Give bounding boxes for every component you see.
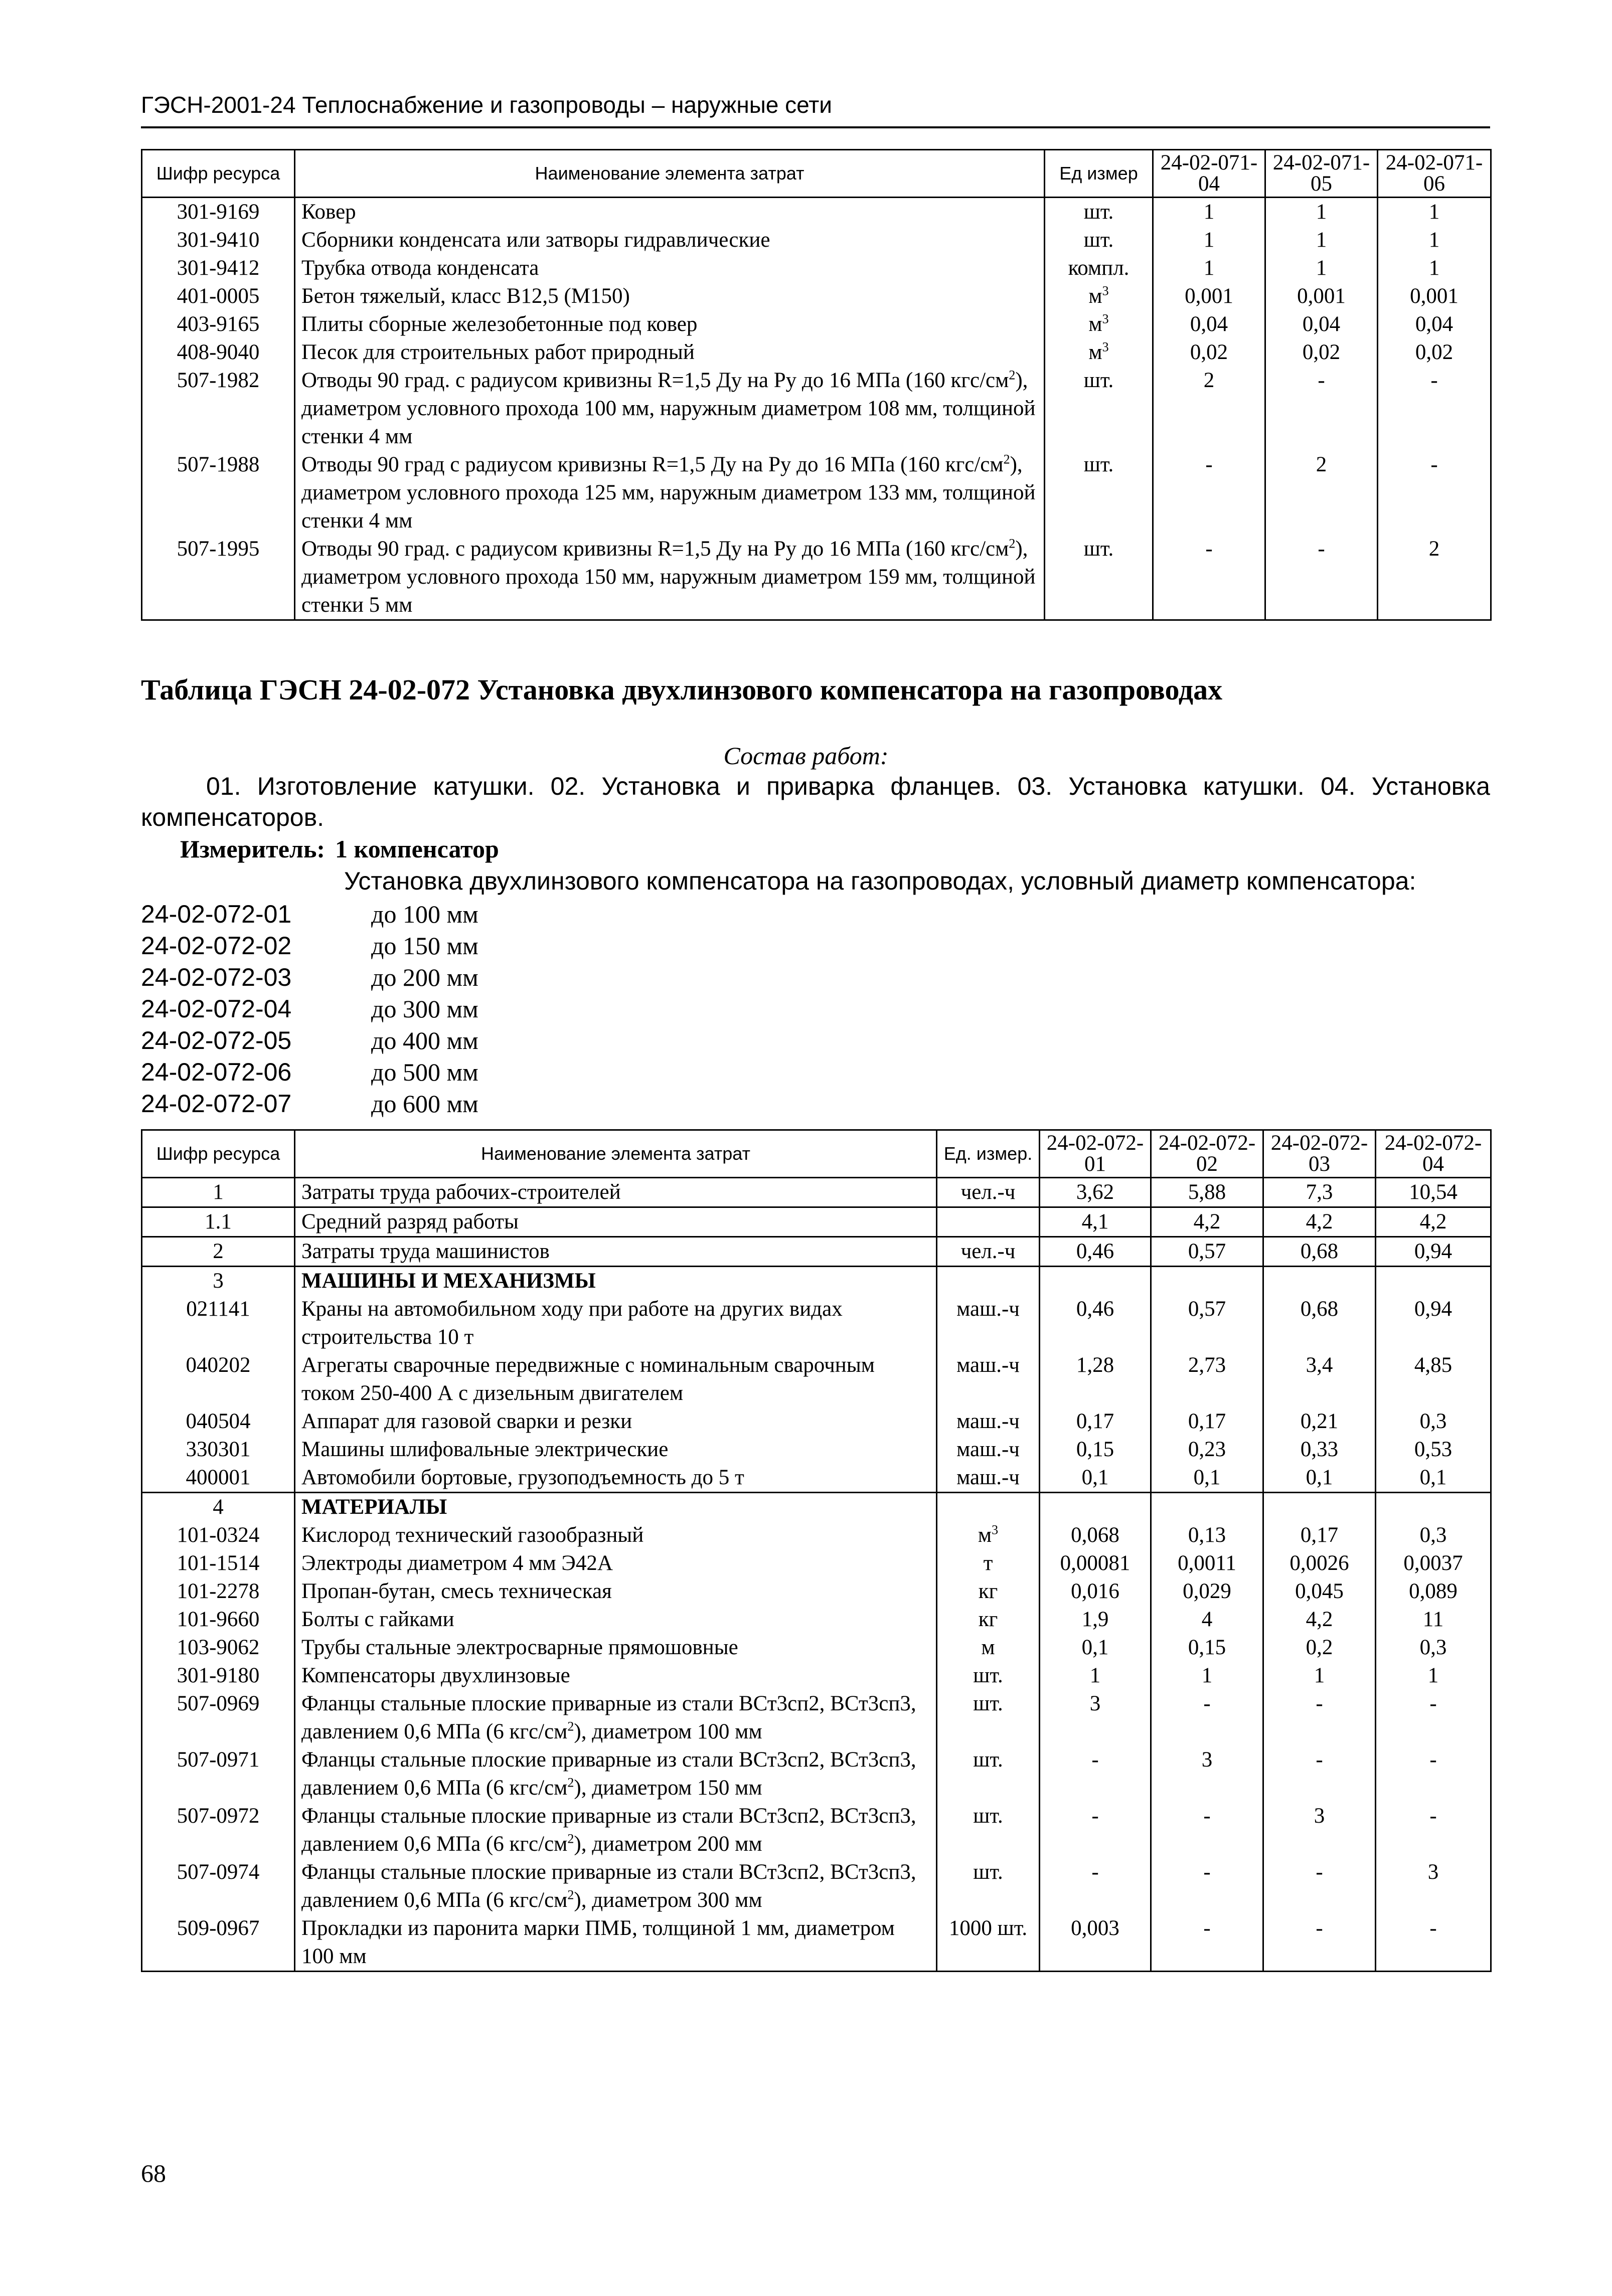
value-cell: - [1265, 367, 1378, 451]
table-row [142, 1237, 1491, 1267]
norm-code-row [141, 930, 478, 962]
unit-cell: компл. [1045, 254, 1153, 282]
resource-code: 301-9180 [142, 1662, 295, 1690]
value-cell: 0,33 [1263, 1436, 1376, 1464]
page-number: 68 [141, 2159, 166, 2187]
value-cell: 3,4 [1263, 1351, 1376, 1407]
resource-code: 1.1 [142, 1207, 295, 1237]
col-header-072-01: 24-02-072-01 [1040, 1130, 1151, 1178]
resource-code: 507-1982 [142, 367, 295, 451]
value-cell: 0,13 [1151, 1521, 1263, 1549]
value-cell: 0,04 [1378, 310, 1491, 338]
resource-name: Прокладки из паронита марки ПМБ, толщиной 1 мм, диаметром 100 мм [295, 1914, 937, 1972]
value-cell: - [1040, 1746, 1151, 1802]
resource-code: 301-9169 [142, 198, 295, 227]
table-row [142, 198, 1491, 227]
resource-name: Сборники конденсата или затворы гидравлические [295, 226, 1045, 254]
table-row [142, 1407, 1491, 1436]
resource-name: Плиты сборные железобетонные под ковер [295, 310, 1045, 338]
resource-name: Затраты труда рабочих-строителей [295, 1178, 937, 1207]
value-cell: 0,003 [1040, 1914, 1151, 1972]
value-cell: 0,3 [1376, 1634, 1491, 1662]
value-cell: - [1151, 1802, 1263, 1858]
value-cell: 0,15 [1151, 1634, 1263, 1662]
table-row [142, 535, 1491, 620]
norm-diameter: до 300 мм [371, 995, 478, 1023]
unit-cell: маш.-ч [937, 1436, 1040, 1464]
unit-cell: $м^3$ [937, 1521, 1040, 1549]
resource-name: Трубы стальные электросварные прямошовные [295, 1634, 937, 1662]
norm-code: 24-02-072-04 [141, 995, 292, 1023]
value-cell: 0,001 [1378, 282, 1491, 310]
table-row [142, 254, 1491, 282]
value-cell: 0,1 [1263, 1464, 1376, 1493]
unit-cell: маш.-ч [937, 1295, 1040, 1351]
resource-code: 021141 [142, 1295, 295, 1351]
resource-name: Кислород технический газообразный [295, 1521, 937, 1549]
resource-code: 301-9412 [142, 254, 295, 282]
value-cell: 0,17 [1151, 1407, 1263, 1436]
unit-cell: м [937, 1634, 1040, 1662]
value-cell [1263, 1267, 1376, 1296]
table-row [142, 1267, 1491, 1296]
value-cell: 1,9 [1040, 1606, 1151, 1634]
value-cell: - [1153, 451, 1265, 535]
value-cell: 4,1 [1040, 1207, 1151, 1237]
norm-code: 24-02-072-06 [141, 1058, 292, 1086]
table-row [142, 1464, 1491, 1493]
value-cell [1376, 1267, 1491, 1296]
norm-diameter: до 200 мм [371, 963, 478, 991]
unit-cell: шт. [1045, 535, 1153, 620]
value-cell: 0,1 [1376, 1464, 1491, 1493]
resource-code: 330301 [142, 1436, 295, 1464]
resource-name: Компенсаторы двухлинзовые [295, 1662, 937, 1690]
resource-name: Автомобили бортовые, грузоподъемность до 5 т [295, 1464, 937, 1493]
resource-name: Затраты труда машинистов [295, 1237, 937, 1267]
value-cell: 0,57 [1151, 1295, 1263, 1351]
resource-code: 101-2278 [142, 1577, 295, 1606]
resource-code: 507-0969 [142, 1690, 295, 1746]
table-row [142, 226, 1491, 254]
norm-code-row [141, 962, 478, 993]
norm-code: 24-02-072-07 [141, 1090, 292, 1118]
value-cell: 0,17 [1263, 1521, 1376, 1549]
table-title: Таблица ГЭСН 24-02-072 Установка двухлинзового компенсатора на газопроводах [141, 673, 1223, 706]
unit-cell [937, 1267, 1040, 1296]
norm-code-row [141, 899, 478, 930]
value-cell: - [1378, 451, 1491, 535]
resource-code: 101-9660 [142, 1606, 295, 1634]
norm-code-row [141, 993, 478, 1025]
resource-code: 101-0324 [142, 1521, 295, 1549]
value-cell: 1 [1265, 198, 1378, 227]
table-row [142, 282, 1491, 310]
resource-code: 400001 [142, 1464, 295, 1493]
value-cell: 1 [1265, 254, 1378, 282]
table-row [142, 1521, 1491, 1549]
norm-diameter: до 150 мм [371, 932, 478, 960]
value-cell: 10,54 [1376, 1178, 1491, 1207]
table-row [142, 1351, 1491, 1407]
value-cell: 1 [1153, 198, 1265, 227]
norm-code-row [141, 1025, 478, 1056]
value-cell: 0,045 [1263, 1577, 1376, 1606]
col-header-071-06: 24-02-071-06 [1378, 150, 1491, 198]
value-cell: 2 [1265, 451, 1378, 535]
norm-code-row [141, 1056, 478, 1088]
meter-label: Измеритель: [180, 835, 326, 863]
unit-cell: чел.-ч [937, 1178, 1040, 1207]
resource-name: Песок для строительных работ природный [295, 338, 1045, 367]
table-row [142, 1436, 1491, 1464]
col-header-unit: Ед. измер. [937, 1130, 1040, 1178]
resource-code: 4 [142, 1493, 295, 1522]
unit-cell: $м^3$ [1045, 338, 1153, 367]
resource-name: Фланцы стальные плоские приварные из стали ВСт3сп2, ВСт3сп3, давлением 0,6 МПа (6 кгс/$см^2$), диаметром 150 мм [295, 1746, 937, 1802]
value-cell: - [1265, 535, 1378, 620]
value-cell: 0,04 [1153, 310, 1265, 338]
resource-name: Болты с гайками [295, 1606, 937, 1634]
value-cell: 0,94 [1376, 1295, 1491, 1351]
resource-name: Машины шлифовальные электрические [295, 1436, 937, 1464]
value-cell: 3 [1151, 1746, 1263, 1802]
table-row [142, 1207, 1491, 1237]
table-row [142, 310, 1491, 338]
value-cell: 0,46 [1040, 1295, 1151, 1351]
unit-cell: кг [937, 1577, 1040, 1606]
table-row [142, 1662, 1491, 1690]
resource-code: 507-0972 [142, 1802, 295, 1858]
resource-code: 3 [142, 1267, 295, 1296]
table-row [142, 1690, 1491, 1746]
resource-code: 507-1995 [142, 535, 295, 620]
norm-diameter: до 400 мм [371, 1026, 478, 1054]
table-row [142, 451, 1491, 535]
unit-cell: $м^3$ [1045, 282, 1153, 310]
value-cell: 4 [1151, 1606, 1263, 1634]
table-row [142, 1549, 1491, 1577]
norm-description: Установка двухлинзового компенсатора на газопроводах, условный диаметр компенсатора: [344, 867, 1416, 895]
resource-code: 507-0971 [142, 1746, 295, 1802]
resource-code: 509-0967 [142, 1914, 295, 1972]
value-cell [1376, 1493, 1491, 1522]
resource-code: 103-9062 [142, 1634, 295, 1662]
value-cell: 1 [1378, 254, 1491, 282]
value-cell: 2 [1153, 367, 1265, 451]
table-row [142, 1802, 1491, 1858]
resource-name: Отводы 90 град с радиусом кривизны R=1,5 Ду на Ру до 16 МПа (160 кгс/$см^2$), диаметром условного прохода 125 мм, наружным диаметром 133 мм, толщиной стенки 4 мм [295, 451, 1045, 535]
value-cell: 0,1 [1040, 1634, 1151, 1662]
value-cell: 0,016 [1040, 1577, 1151, 1606]
value-cell: 4,2 [1151, 1207, 1263, 1237]
value-cell: 0,1 [1151, 1464, 1263, 1493]
value-cell: - [1151, 1914, 1263, 1972]
value-cell: 0,3 [1376, 1407, 1491, 1436]
unit-cell: т [937, 1549, 1040, 1577]
unit-cell: шт. [937, 1802, 1040, 1858]
value-cell: 0,029 [1151, 1577, 1263, 1606]
resource-code: 403-9165 [142, 310, 295, 338]
col-header-code: Шифр ресурса [142, 150, 295, 198]
value-cell: 1 [1265, 226, 1378, 254]
unit-cell [937, 1207, 1040, 1237]
unit-cell: шт. [937, 1858, 1040, 1914]
value-cell: 0,3 [1376, 1521, 1491, 1549]
unit-cell: маш.-ч [937, 1351, 1040, 1407]
col-header-072-02: 24-02-072-02 [1151, 1130, 1263, 1178]
meter-value: 1 компенсатор [335, 835, 499, 863]
value-cell: 2 [1378, 535, 1491, 620]
value-cell: 11 [1376, 1606, 1491, 1634]
table-header-row [142, 150, 1491, 198]
value-cell: - [1376, 1802, 1491, 1858]
unit-cell: 1000 шт. [937, 1914, 1040, 1972]
resource-code: 507-0974 [142, 1858, 295, 1914]
col-header-072-03: 24-02-072-03 [1263, 1130, 1376, 1178]
table-row [142, 1577, 1491, 1606]
value-cell: 0,15 [1040, 1436, 1151, 1464]
meter [180, 834, 499, 863]
value-cell [1040, 1267, 1151, 1296]
value-cell: 0,68 [1263, 1237, 1376, 1267]
value-cell: 0,23 [1151, 1436, 1263, 1464]
col-header-name: Наименование элемента затрат [295, 1130, 937, 1178]
table-row [142, 367, 1491, 451]
value-cell: 0,0037 [1376, 1549, 1491, 1577]
value-cell: 0,001 [1265, 282, 1378, 310]
resource-name: Агрегаты сварочные передвижные с номинальным сварочным током 250-400 А с дизельным двигателем [295, 1351, 937, 1407]
resource-name: Ковер [295, 198, 1045, 227]
value-cell: 5,88 [1151, 1178, 1263, 1207]
value-cell: 3,62 [1040, 1178, 1151, 1207]
value-cell: 1 [1040, 1662, 1151, 1690]
value-cell: 1 [1263, 1662, 1376, 1690]
unit-cell [937, 1493, 1040, 1522]
table-row [142, 1295, 1491, 1351]
table-row [142, 1914, 1491, 1972]
value-cell: 0,57 [1151, 1237, 1263, 1267]
value-cell: 0,53 [1376, 1436, 1491, 1464]
resource-name: Отводы 90 град. с радиусом кривизны R=1,5 Ду на Ру до 16 МПа (160 кгс/$см^2$), диаметром условного прохода 100 мм, наружным диаметром 108 мм, толщиной стенки 4 мм [295, 367, 1045, 451]
resource-code: 401-0005 [142, 282, 295, 310]
resource-name: Средний разряд работы [295, 1207, 937, 1237]
norm-code: 24-02-072-03 [141, 963, 292, 991]
table-row [142, 1606, 1491, 1634]
running-header: ГЭСН-2001-24 Теплоснабжение и газопроводы – наружные сети [141, 91, 1490, 128]
value-cell: - [1376, 1690, 1491, 1746]
value-cell: 0,46 [1040, 1237, 1151, 1267]
resource-name: Фланцы стальные плоские приварные из стали ВСт3сп2, ВСт3сп3, давлением 0,6 МПа (6 кгс/$см^2$), диаметром 300 мм [295, 1858, 937, 1914]
resource-name: Краны на автомобильном ходу при работе на других видах строительства 10 т [295, 1295, 937, 1351]
value-cell: 1,28 [1040, 1351, 1151, 1407]
value-cell [1151, 1493, 1263, 1522]
resource-name: Аппарат для газовой сварки и резки [295, 1407, 937, 1436]
resource-code: 507-1988 [142, 451, 295, 535]
value-cell: 1 [1378, 226, 1491, 254]
norm-code: 24-02-072-05 [141, 1026, 292, 1054]
value-cell: - [1040, 1802, 1151, 1858]
resource-code: 040202 [142, 1351, 295, 1407]
table-row [142, 1178, 1491, 1207]
resource-code: 408-9040 [142, 338, 295, 367]
table-row [142, 1746, 1491, 1802]
value-cell: 1 [1153, 226, 1265, 254]
value-cell: 4,2 [1376, 1207, 1491, 1237]
norm-code-row [141, 1088, 478, 1120]
value-cell: 3 [1263, 1802, 1376, 1858]
resource-code: 1 [142, 1178, 295, 1207]
value-cell: 0,00081 [1040, 1549, 1151, 1577]
value-cell [1263, 1493, 1376, 1522]
value-cell: 0,001 [1153, 282, 1265, 310]
resource-name: МАШИНЫ И МЕХАНИЗМЫ [295, 1267, 937, 1296]
resource-name: Пропан-бутан, смесь техническая [295, 1577, 937, 1606]
value-cell: 0,21 [1263, 1407, 1376, 1436]
value-cell: - [1376, 1746, 1491, 1802]
value-cell: - [1263, 1690, 1376, 1746]
value-cell: 4,85 [1376, 1351, 1491, 1407]
resource-code: 040504 [142, 1407, 295, 1436]
norm-diameter: до 100 мм [371, 900, 478, 928]
value-cell: 1 [1153, 254, 1265, 282]
unit-cell: маш.-ч [937, 1464, 1040, 1493]
composition-heading: Состав работ: [723, 742, 889, 770]
unit-cell: шт. [1045, 451, 1153, 535]
col-header-code: Шифр ресурса [142, 1130, 295, 1178]
value-cell: - [1040, 1858, 1151, 1914]
resource-name: Фланцы стальные плоские приварные из стали ВСт3сп2, ВСт3сп3, давлением 0,6 МПа (6 кгс/$см^2$), диаметром 100 мм [295, 1690, 937, 1746]
value-cell: - [1151, 1690, 1263, 1746]
value-cell: - [1376, 1914, 1491, 1972]
resource-name: МАТЕРИАЛЫ [295, 1493, 937, 1522]
value-cell: 0,2 [1263, 1634, 1376, 1662]
unit-cell: шт. [1045, 226, 1153, 254]
value-cell: - [1378, 367, 1491, 451]
value-cell: 0,04 [1265, 310, 1378, 338]
resource-name: Фланцы стальные плоские приварные из стали ВСт3сп2, ВСт3сп3, давлением 0,6 МПа (6 кгс/$см^2$), диаметром 200 мм [295, 1802, 937, 1858]
resource-table-071 [141, 149, 1492, 621]
col-header-072-04: 24-02-072-04 [1376, 1130, 1491, 1178]
value-cell: 0,068 [1040, 1521, 1151, 1549]
value-cell: - [1263, 1858, 1376, 1914]
value-cell: 3 [1376, 1858, 1491, 1914]
value-cell [1040, 1493, 1151, 1522]
value-cell: 1 [1376, 1662, 1491, 1690]
unit-cell: шт. [937, 1746, 1040, 1802]
value-cell: 0,02 [1265, 338, 1378, 367]
value-cell: 0,089 [1376, 1577, 1491, 1606]
unit-cell: шт. [937, 1662, 1040, 1690]
table-row [142, 1493, 1491, 1522]
resource-name: Отводы 90 град. с радиусом кривизны R=1,5 Ду на Ру до 16 МПа (160 кгс/$см^2$), диаметром условного прохода 150 мм, наружным диаметром 159 мм, толщиной стенки 5 мм [295, 535, 1045, 620]
unit-cell: чел.-ч [937, 1237, 1040, 1267]
unit-cell: шт. [1045, 367, 1153, 451]
value-cell: 7,3 [1263, 1178, 1376, 1207]
norm-diameter: до 500 мм [371, 1058, 478, 1086]
resource-table-072 [141, 1129, 1492, 1972]
col-header-unit: Ед измер [1045, 150, 1153, 198]
resource-name: Трубка отвода конденсата [295, 254, 1045, 282]
unit-cell: шт. [1045, 198, 1153, 227]
table-row [142, 338, 1491, 367]
value-cell: 0,0011 [1151, 1549, 1263, 1577]
unit-cell: маш.-ч [937, 1407, 1040, 1436]
resource-name: Электроды диаметром 4 мм Э42А [295, 1549, 937, 1577]
value-cell: - [1153, 535, 1265, 620]
value-cell: 1 [1151, 1662, 1263, 1690]
value-cell: 0,1 [1040, 1464, 1151, 1493]
norm-code: 24-02-072-02 [141, 932, 292, 960]
resource-name: Бетон тяжелый, класс В12,5 (М150) [295, 282, 1045, 310]
resource-code: 101-1514 [142, 1549, 295, 1577]
norm-diameter: до 600 мм [371, 1090, 478, 1118]
col-header-071-05: 24-02-071-05 [1265, 150, 1378, 198]
table-row [142, 1634, 1491, 1662]
norm-code: 24-02-072-01 [141, 900, 292, 928]
value-cell: 0,94 [1376, 1237, 1491, 1267]
value-cell: 1 [1378, 198, 1491, 227]
value-cell: - [1151, 1858, 1263, 1914]
value-cell: 0,17 [1040, 1407, 1151, 1436]
unit-cell: кг [937, 1606, 1040, 1634]
value-cell: 0,0026 [1263, 1549, 1376, 1577]
value-cell: 0,02 [1153, 338, 1265, 367]
composition-text: 01. Изготовление катушки. 02. Установка и приварка фланцев. 03. Установка катушки. 04. Установка компенсаторов. [141, 772, 1490, 831]
col-header-name: Наименование элемента затрат [295, 150, 1045, 198]
unit-cell: шт. [937, 1690, 1040, 1746]
resource-code: 301-9410 [142, 226, 295, 254]
value-cell: 4,2 [1263, 1606, 1376, 1634]
value-cell: 0,68 [1263, 1295, 1376, 1351]
col-header-071-04: 24-02-071-04 [1153, 150, 1265, 198]
value-cell: 0,02 [1378, 338, 1491, 367]
table-header-row [142, 1130, 1491, 1178]
unit-cell: $м^3$ [1045, 310, 1153, 338]
value-cell: - [1263, 1746, 1376, 1802]
value-cell [1151, 1267, 1263, 1296]
norm-codes-list [141, 899, 478, 1120]
value-cell: 2,73 [1151, 1351, 1263, 1407]
table-row [142, 1858, 1491, 1914]
value-cell: 3 [1040, 1690, 1151, 1746]
value-cell: 4,2 [1263, 1207, 1376, 1237]
resource-code: 2 [142, 1237, 295, 1267]
value-cell: - [1263, 1914, 1376, 1972]
